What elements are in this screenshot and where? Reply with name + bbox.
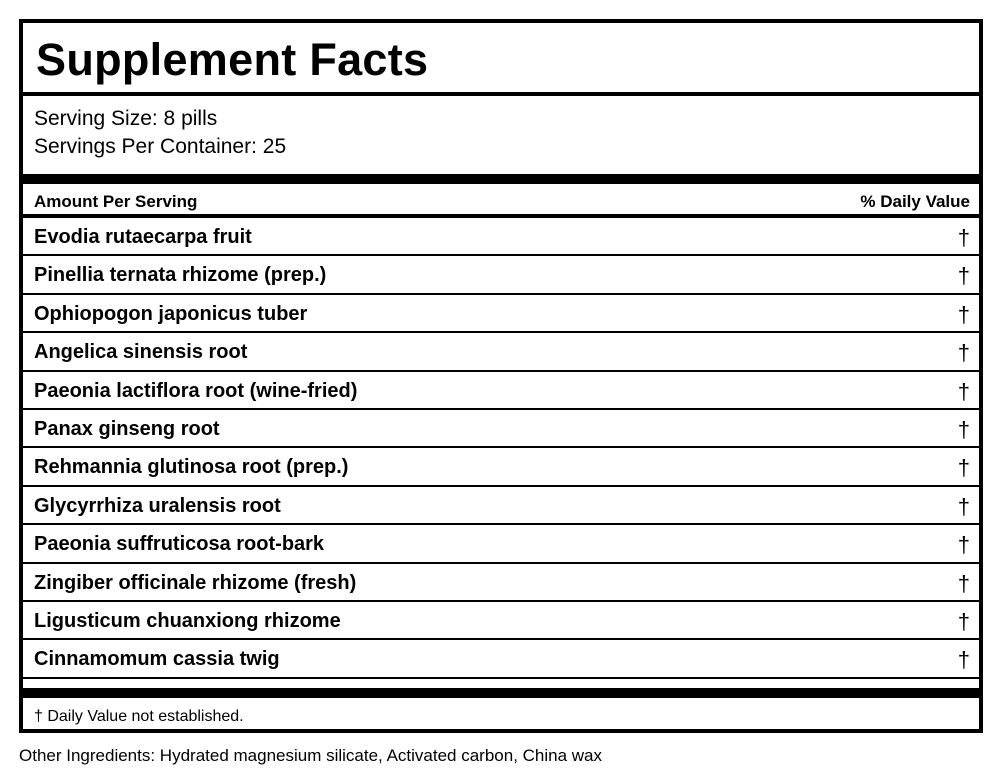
daily-value-dagger: †: [957, 378, 970, 404]
other-ingredients: Other Ingredients: Hydrated magnesium silicate, Activated carbon, China wax: [19, 746, 603, 765]
daily-value-dagger: †: [957, 416, 970, 442]
daily-value-dagger: †: [957, 647, 970, 673]
ingredient-name: Angelica sinensis root: [34, 341, 248, 364]
servings-per-container: Servings Per Container: 25: [34, 135, 287, 158]
footnote-text: † Daily Value not established.: [34, 707, 244, 725]
daily-value-dagger: †: [957, 570, 970, 596]
ingredient-name: Evodia rutaecarpa fruit: [34, 226, 252, 248]
daily-value-dagger: †: [957, 263, 970, 289]
table-row: [23, 448, 979, 486]
ingredient-list: [23, 218, 979, 679]
table-row: [23, 640, 979, 678]
title-box: [23, 23, 979, 96]
ingredient-name: Glycyrrhiza uralensis root: [34, 494, 281, 517]
daily-value-dagger: †: [957, 225, 970, 250]
table-row: [23, 372, 979, 410]
ingredient-name: Pinellia ternata rhizome (prep.): [34, 264, 327, 287]
ingredient-name: Paeonia suffruticosa root-bark: [34, 533, 325, 556]
supplement-facts-panel: [19, 19, 983, 733]
thick-divider-bottom: [23, 688, 979, 698]
daily-value-label: % Daily Value: [860, 192, 970, 211]
ingredient-name: Paeonia lactiflora root (wine-fried): [34, 379, 358, 402]
panel-title: Supplement Facts: [36, 34, 429, 85]
ingredient-name: Zingiber officinale rhizome (fresh): [34, 571, 357, 594]
table-row: [23, 256, 979, 294]
amount-per-serving-label: Amount Per Serving: [34, 192, 198, 211]
table-header: [23, 184, 979, 218]
ingredient-name: Ophiopogon japonicus tuber: [34, 302, 308, 325]
daily-value-dagger: †: [957, 455, 970, 481]
daily-value-dagger: †: [957, 493, 970, 519]
footnote: [23, 698, 979, 734]
thick-divider-top: [23, 174, 979, 184]
table-row: [23, 410, 979, 448]
spacer: [23, 679, 979, 688]
daily-value-dagger: †: [957, 301, 970, 327]
ingredient-name: Panax ginseng root: [34, 417, 220, 440]
ingredient-name: Cinnamomum cassia twig: [34, 648, 280, 671]
daily-value-dagger: †: [957, 532, 970, 558]
table-row: [23, 487, 979, 525]
table-row: [23, 602, 979, 640]
ingredient-name: Rehmannia glutinosa root (prep.): [34, 456, 349, 479]
daily-value-dagger: †: [957, 340, 970, 366]
serving-size: Serving Size: 8 pills: [34, 107, 218, 130]
serving-info: [23, 96, 979, 174]
table-row: [23, 295, 979, 333]
table-row: [23, 218, 979, 256]
table-row: [23, 525, 979, 563]
daily-value-dagger: †: [957, 608, 970, 634]
table-row: [23, 333, 979, 371]
ingredient-name: Ligusticum chuanxiong rhizome: [34, 609, 341, 632]
table-row: [23, 564, 979, 602]
